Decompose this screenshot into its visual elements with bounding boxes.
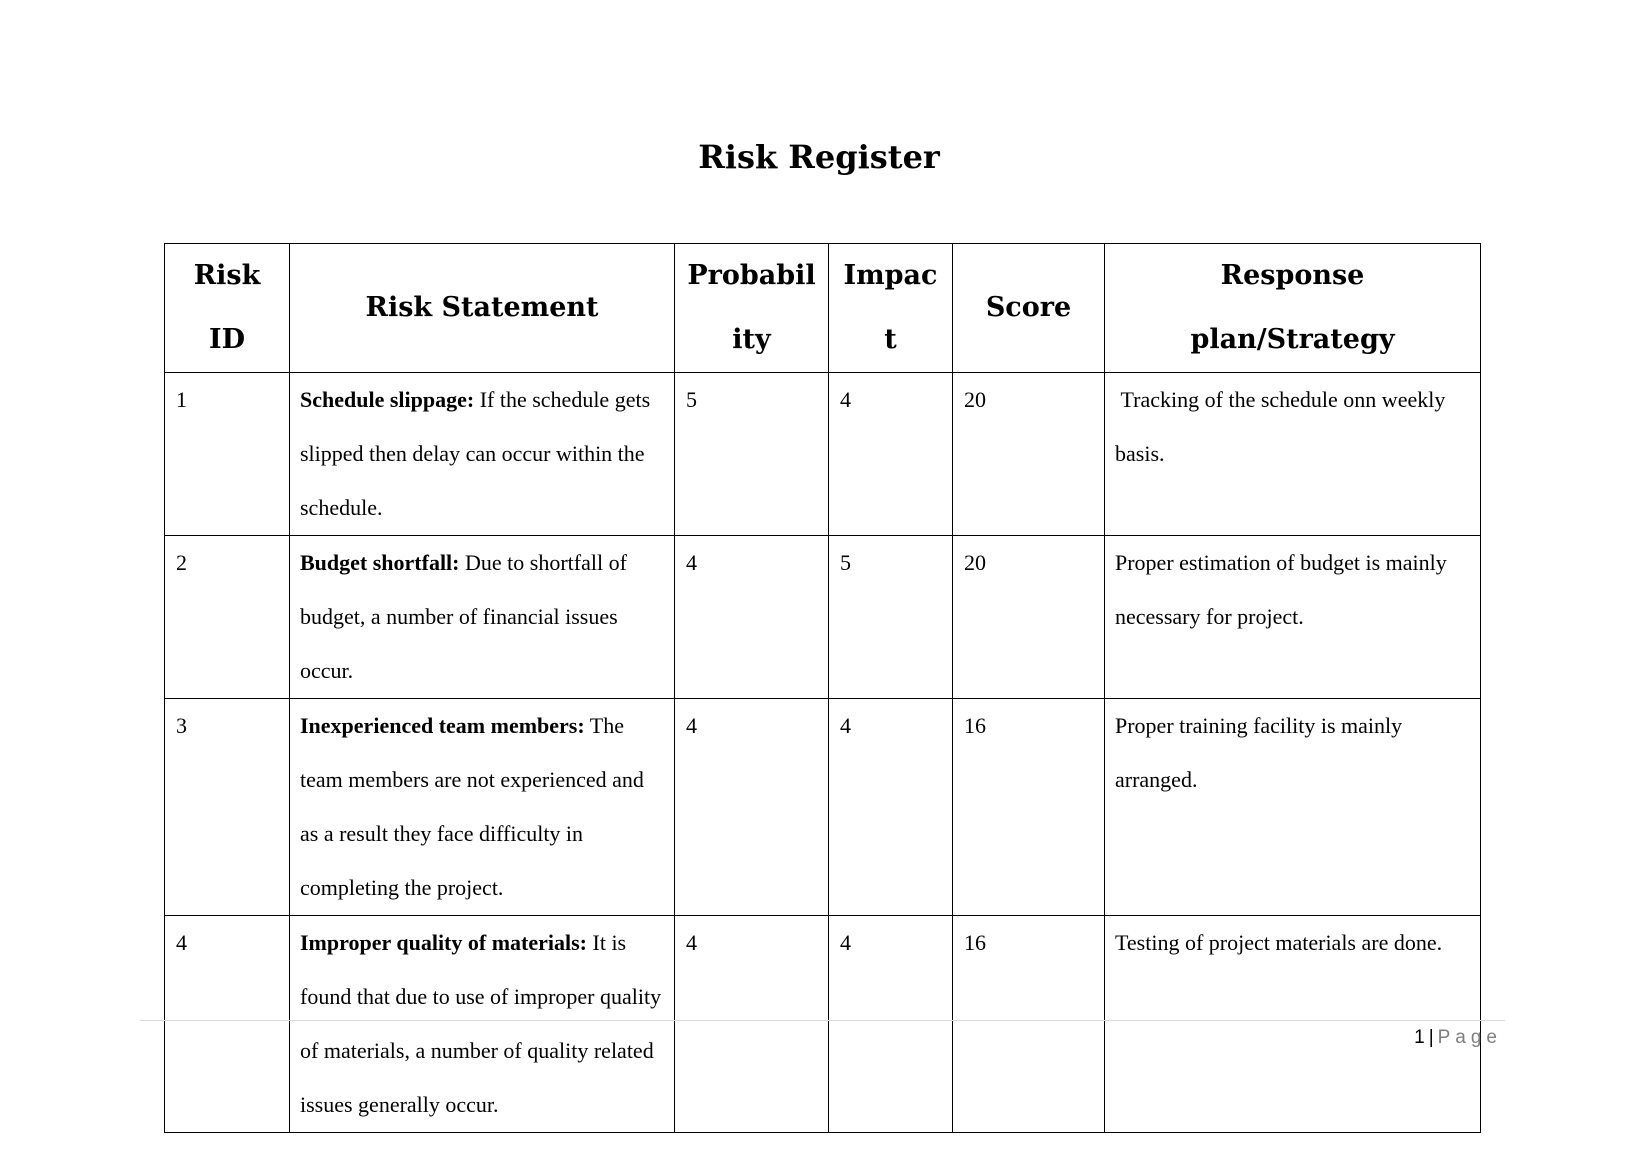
score-cell: 16 xyxy=(953,916,1105,1133)
risk-statement-cell xyxy=(290,916,675,1133)
page-title: Risk Register xyxy=(698,138,940,176)
table-row xyxy=(165,536,1481,699)
risk-id-cell: 2 xyxy=(165,536,290,699)
impact-cell: 4 xyxy=(829,699,953,916)
risk-statement-cell xyxy=(290,373,675,536)
impact-cell: 4 xyxy=(829,373,953,536)
response-cell: Proper estimation of budget is mainly necessary for project. xyxy=(1105,536,1481,699)
risk-keyword: Inexperienced team members: xyxy=(300,713,585,738)
risk-statement-text: The team members are not experienced and as a result they face difficulty in completing the project. xyxy=(300,713,644,900)
probability-cell: 4 xyxy=(675,536,829,699)
response-cell: Proper training facility is mainly arranged. xyxy=(1105,699,1481,916)
risk-id-cell: 3 xyxy=(165,699,290,916)
risk-register-table xyxy=(164,243,1481,1133)
page-number: 1 xyxy=(1414,1027,1425,1048)
score-cell: 20 xyxy=(953,373,1105,536)
footer-separator: | xyxy=(1428,1027,1434,1048)
table-header-row xyxy=(165,244,1481,373)
impact-cell: 5 xyxy=(829,536,953,699)
score-cell: 16 xyxy=(953,699,1105,916)
response-cell: Tracking of the schedule onn weekly basis. xyxy=(1105,373,1481,536)
table-row xyxy=(165,373,1481,536)
score-cell: 20 xyxy=(953,536,1105,699)
risk-statement-text: If the schedule gets slipped then delay can occur within the schedule. xyxy=(300,387,651,520)
impact-cell: 4 xyxy=(829,916,953,1133)
header-score: Score xyxy=(953,244,1105,373)
header-risk-statement: Risk Statement xyxy=(290,244,675,373)
risk-statement-cell xyxy=(290,699,675,916)
header-response-plan: Response plan/Strategy xyxy=(1105,244,1481,373)
page-label: Page xyxy=(1437,1027,1502,1048)
response-cell: Testing of project materials are done. xyxy=(1105,916,1481,1133)
table-row xyxy=(165,699,1481,916)
header-probability: Probabil ity xyxy=(675,244,829,373)
table-row xyxy=(165,916,1481,1133)
header-risk-id: Risk ID xyxy=(165,244,290,373)
header-impact: Impac t xyxy=(829,244,953,373)
risk-statement-text: Due to shortfall of budget, a number of financial issues occur. xyxy=(300,550,627,683)
page-footer xyxy=(1414,1024,1502,1052)
risk-keyword: Schedule slippage: xyxy=(300,387,475,412)
risk-id-cell: 1 xyxy=(165,373,290,536)
probability-cell: 4 xyxy=(675,916,829,1133)
risk-statement-text: It is found that due to use of improper quality of materials, a number of quality related issues generally occur. xyxy=(300,930,662,1117)
footer-divider xyxy=(140,1020,1505,1021)
probability-cell: 4 xyxy=(675,699,829,916)
risk-statement-cell xyxy=(290,536,675,699)
risk-keyword: Budget shortfall: xyxy=(300,550,460,575)
risk-keyword: Improper quality of materials: xyxy=(300,930,587,955)
risk-id-cell: 4 xyxy=(165,916,290,1133)
probability-cell: 5 xyxy=(675,373,829,536)
